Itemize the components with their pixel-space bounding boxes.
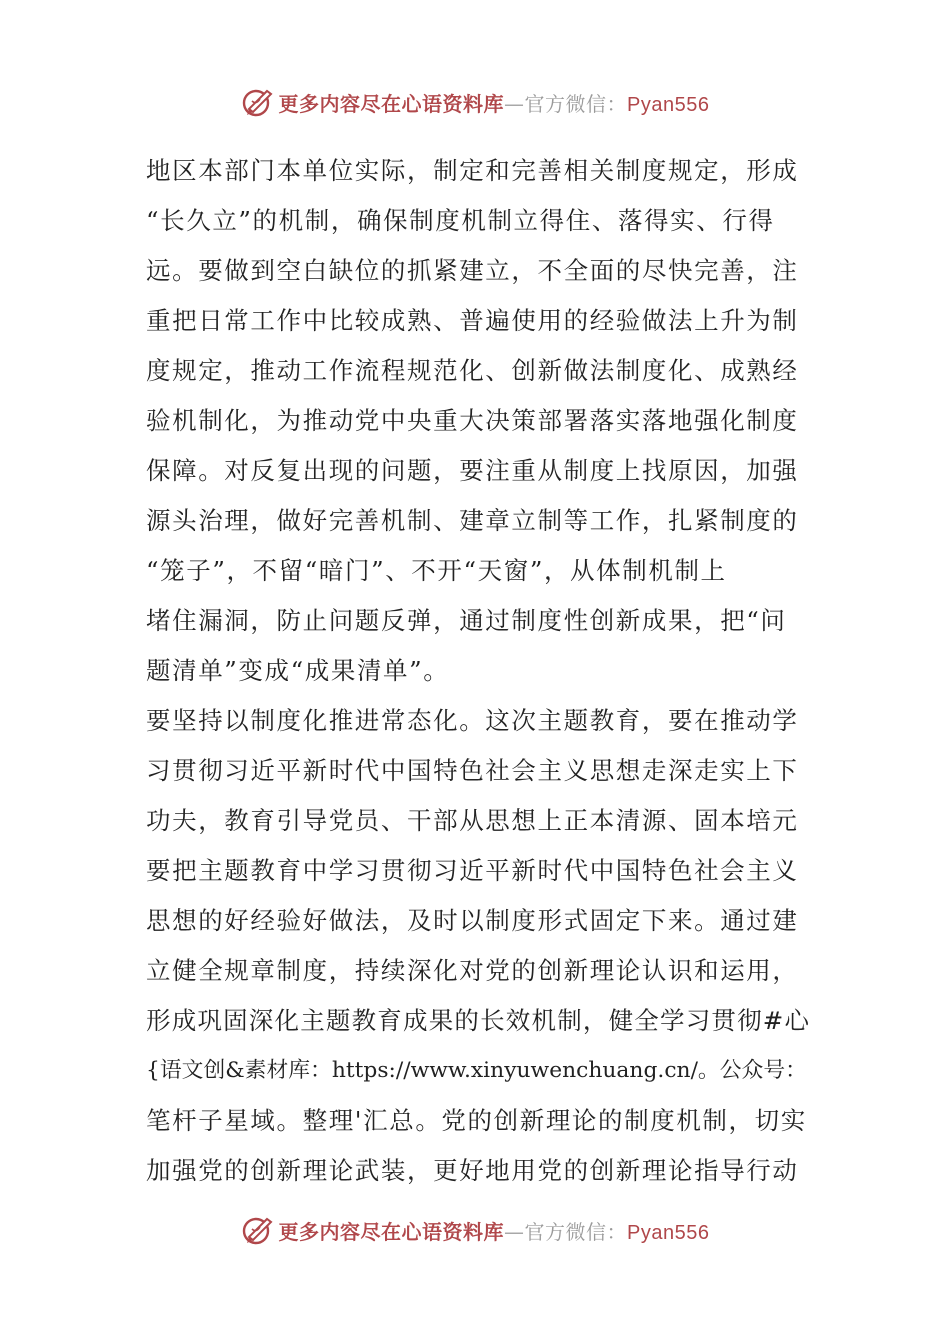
banner-brand: 更多内容尽在心语资料库	[278, 1219, 505, 1244]
document-body	[146, 146, 814, 1196]
text-line: 加强党的创新理论武装，更好地用党的创新理论指导行动	[146, 1156, 799, 1185]
text-line: 远。要做到空白缺位的抓紧建立，不全面的尽快完善，注	[146, 256, 799, 285]
banner-dash: —	[504, 91, 525, 116]
text-line: 堵住漏洞，防止问题反弹，通过制度性创新成果，把“问	[146, 606, 787, 635]
text-line: 习贯彻习近平新时代中国特色社会主义思想走深走实上下	[146, 756, 799, 785]
paragraph-1	[146, 146, 814, 696]
text-line: 源头治理，做好完善机制、建章立制等工作，扎紧制度的	[146, 506, 799, 535]
text-line: 功夫，教育引导党员、干部从思想上正本清源、固本培元	[146, 806, 799, 835]
text-line: 思想的好经验好做法，及时以制度形式固定下来。通过建	[146, 906, 799, 935]
text-line: 重把日常工作中比较成熟、普遍使用的经验做法上升为制	[146, 306, 799, 335]
text-line: 地区本部门本单位实际，制定和完善相关制度规定，形成	[146, 156, 799, 185]
banner-brand: 更多内容尽在心语资料库	[278, 91, 505, 116]
paragraph-2	[146, 696, 814, 1196]
text-line: 要坚持以制度化推进常态化。这次主题教育，要在推动学	[146, 706, 799, 735]
text-line: 验机制化，为推动党中央重大决策部署落实落地强化制度	[146, 406, 799, 435]
text-line: 形成巩固深化主题教育成果的长效机制，健全学习贯彻#心	[146, 1006, 811, 1035]
text-line: “笼子”，不留“暗门”、不开“天窗”，从体制机制上	[146, 556, 727, 585]
text-line: 笔杆子星域。整理'汇总。党的创新理论的制度机制，切实	[146, 1106, 807, 1135]
pen-logo-icon	[241, 85, 275, 119]
banner-text	[279, 88, 710, 117]
banner-wechat-id: Pyan556	[627, 93, 710, 116]
text-line: 保障。对反复出现的问题，要注重从制度上找原因，加强	[146, 456, 799, 485]
pen-logo-icon	[241, 1213, 275, 1247]
banner-dash: —	[504, 1219, 525, 1244]
banner-wechat-label: 官方微信：	[524, 1219, 628, 1244]
footer-banner	[0, 1208, 950, 1252]
header-banner	[0, 80, 950, 124]
banner-wechat-label: 官方微信：	[524, 91, 628, 116]
text-line-with-url: {语文创&素材库：https://www.xinyuwenchuang.cn/。公众号：	[146, 1058, 807, 1083]
text-line: 要把主题教育中学习贯彻习近平新时代中国特色社会主义	[146, 856, 799, 885]
text-line: 度规定，推动工作流程规范化、创新做法制度化、成熟经	[146, 356, 799, 385]
text-line: 题清单”变成“成果清单”。	[146, 656, 450, 685]
banner-text	[279, 1216, 710, 1245]
text-line: “长久立”的机制，确保制度机制立得住、落得实、行得	[146, 206, 775, 235]
banner-wechat-id: Pyan556	[627, 1221, 710, 1244]
text-line: 立健全规章制度，持续深化对党的创新理论认识和运用，	[146, 956, 799, 985]
